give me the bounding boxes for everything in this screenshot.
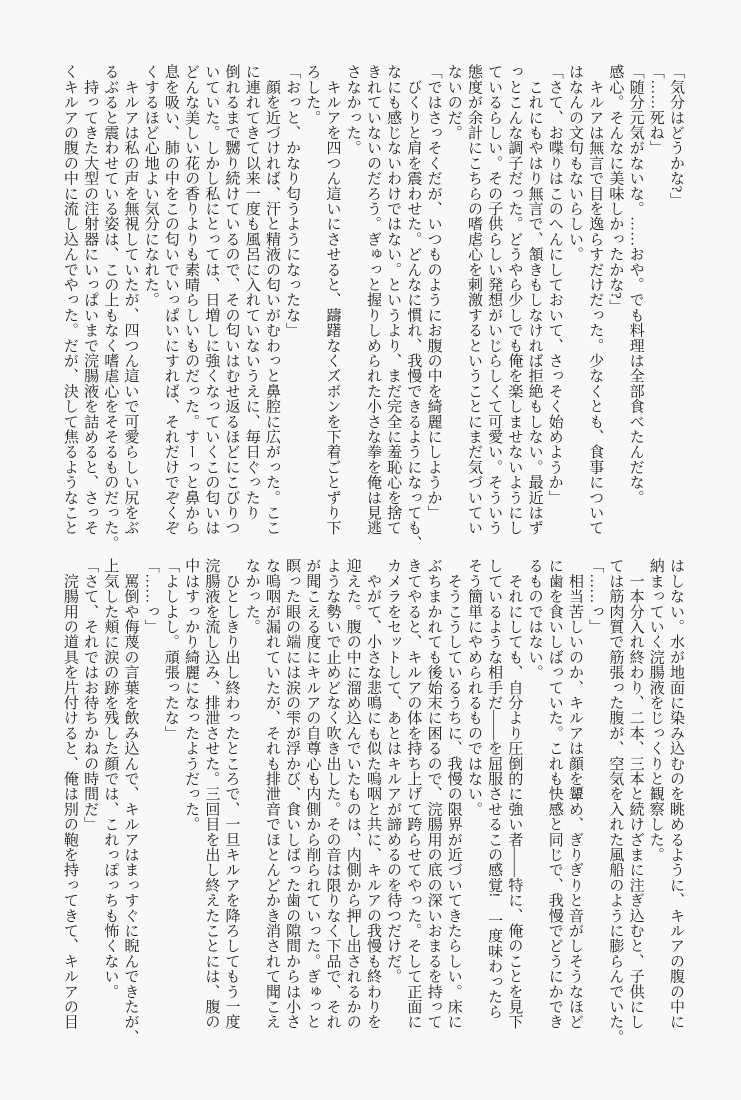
text-column: 持ってきた大型の注射器にいっぱいまで浣腸液を詰めると、さっそ: [82, 64, 99, 536]
text-column: 倒れるまで嬲り続けているので、その匂いはむせ返るほどにこびりつ: [223, 64, 240, 536]
text-column: それにしても、自分より圧倒的に強い者――特に、俺のことを見下: [506, 558, 523, 1030]
text-column: くキルアの腹の中に流し込んでやった。だが、決して焦るようなこと: [61, 64, 78, 536]
text-column: ぶちまかれても後始末に困るので、浣腸用の底の深いおまるを持って: [425, 558, 442, 1030]
text-column: そう簡単にやめられるものではない。: [465, 558, 482, 817]
text-column: 「よしよし。頑張ったな」: [162, 558, 179, 741]
text-column: 態度が余計にこちらの嗜虐心を刺激するということにまだ気づいてい: [465, 64, 482, 536]
text-column: キルアは無言で目を逸らすだけだった。少なくとも、食事について: [587, 64, 604, 536]
text-column: っとこんな調子だった。どうやら少しでも俺を楽しませないようにし: [506, 64, 523, 536]
text-column: 「……死ね」: [647, 64, 664, 156]
text-column: 納まっていく浣腸液をじっくりと観察した。: [647, 558, 664, 862]
text-column: キルアは私の声を無視していたが、四つん這いで可愛らしい尻をぶ: [122, 64, 139, 536]
text-column: 「……っ」: [587, 558, 604, 634]
text-column: 「随分元気がないな。……おや。でも料理は全部食べたんだな。: [627, 64, 644, 505]
text-column: さなかった。: [344, 64, 361, 156]
text-column: に歯を食いしばっていた。これも快感と同じで、我慢でどうにかでき: [546, 558, 563, 1030]
text-column: やがて、小さな悲鳴にも似た嗚咽と共に、キルアの我慢も終わりを: [364, 558, 381, 1030]
text-column: きれていないのだろう。ぎゅっと握りしめられた小さな拳を俺は見逃: [364, 64, 381, 536]
text-column: しているような相手だ――を屈服させるこの感覚! 一度味わったら: [486, 558, 503, 1020]
text-column: ては筋肉質で筋張った腹が、空気を入れた風船のように膨らんでいた。: [607, 558, 624, 1045]
text-column: くするほど心地よい気分になれた。: [142, 64, 159, 308]
text-column: ような勢いで止めどなく吹き出した。その音は限りなく下品で、それ: [324, 558, 341, 1030]
text-column: どんな美しい花の香りよりも素晴らしいものだった。すーっと鼻から: [183, 64, 200, 536]
text-column: 顔を近づければ、汗と精液の匂いがむわっと鼻腔に広がった。ここ: [263, 64, 280, 536]
text-column: ないのだ。: [445, 64, 462, 140]
text-column: るものではない。: [526, 558, 543, 680]
text-column: 上気した頬に涙の跡を残した顔では、これっぽっちも怖くない。: [102, 558, 119, 999]
text-column: 「さて、お喋りはこのへんにしておいて、さっそく始めようか」: [546, 64, 563, 505]
text-column: が聞こえる度にキルアの自尊心も内側から削られていった。ぎゅっと: [304, 558, 321, 1030]
text-column: 相当苦しいのか、キルアは顔を顰め、ぎりぎりと音がしそうなほど: [566, 558, 583, 1030]
text-column: るぶると震わせている姿は、この上もなく嗜虐心をそそるものだった。: [102, 64, 119, 551]
text-column: ひとしきり出し終わったところで、一旦キルアを降ろしてもう一度: [223, 558, 240, 1030]
text-column: 浣腸用の道具を片付けると、俺は別の鞄を持ってきて、キルアの目: [61, 558, 78, 1030]
text-column: 中はすっかり綺麗になったようだった。: [183, 558, 200, 832]
text-column: きてやると、キルアの体を持ち上げて跨らせてやった。そして正面に: [405, 558, 422, 1030]
text-column: な嗚咽が漏れていたが、それも排泄音でほとんどかき消されて聞こえ: [263, 558, 280, 1030]
text-column: これにもやはり無言で、頷きもしなければ拒絶もしない。最近はず: [526, 64, 543, 536]
text-column: 「おっと、かなり匂うようになったな」: [284, 64, 301, 338]
text-column: なにも感じないわけではない。というより、まだ完全に羞恥心を捨て: [385, 64, 402, 536]
text-column: びくりと肩を震わせた。どんなに慣れ、我慢できるようになっても、: [405, 64, 422, 551]
text-column: いていた。しかし私にとっては、日増しに強くなっていくこの匂いは: [203, 64, 220, 536]
text-column: ているらしい。その子供らしい発想がいじらしくて可愛い。そういう: [486, 64, 503, 536]
text-column: に連れてきて以来一度も風呂に入れていないうえに、毎日ぐったり: [243, 64, 260, 520]
text-column: キルアを四つん這いにさせると、躊躇なくズボンを下着ごとずり下: [324, 64, 341, 536]
text-column: 一本分入れ終わり、二本、三本と続けざまに注ぎ込むと、子供にし: [627, 558, 644, 1030]
text-column: カメラをセットして、あとはキルアが諦めるのを待つだけだ。: [385, 558, 402, 984]
text-column: はなんの文句もないらしい。: [566, 64, 583, 262]
text-column: 「気分はどうかな?」: [668, 64, 684, 208]
text-column: はしない。水が地面に染み込むのを眺めるように、キルアの腹の中に: [668, 558, 684, 1030]
text-column: 「ではさっそくだが、いつものようにお腹の中を綺麗にしようか」: [425, 64, 442, 520]
text-column: 感心。そんなに美味しかったかな?」: [607, 64, 624, 315]
text-column: なかった。: [243, 558, 260, 634]
text-column: 迎えた。腹の中に溜め込んでいたものは、内側から押し出されるかの: [344, 558, 361, 1030]
text-column: 浣腸液を流し込み、排泄させた。三回目を出し終えたことには、腹の: [203, 558, 220, 1030]
text-column: 瞑った眼の端には涙の雫が浮かび、食いしばった歯の隙間からは小さ: [284, 558, 301, 1030]
text-column: 罵倒や侮蔑の言葉を飲み込んで、キルアはまっすぐに睨んできたが、: [122, 558, 139, 1045]
text-column: ろした。: [304, 64, 321, 125]
text-block-upper: [60, 64, 686, 551]
text-column: そうこうしているうちに、我慢の限界が近づいてきたらしい。床に: [445, 558, 462, 1030]
text-column: 「……っ」: [142, 558, 159, 634]
text-block-lower: [60, 558, 686, 1046]
text-column: 「さて、それではお待ちかねの時間だ」: [82, 558, 99, 832]
text-column: 息を吸い、肺の中をこの匂いでいっぱいにすれば、それだけでぞくぞ: [162, 64, 179, 536]
